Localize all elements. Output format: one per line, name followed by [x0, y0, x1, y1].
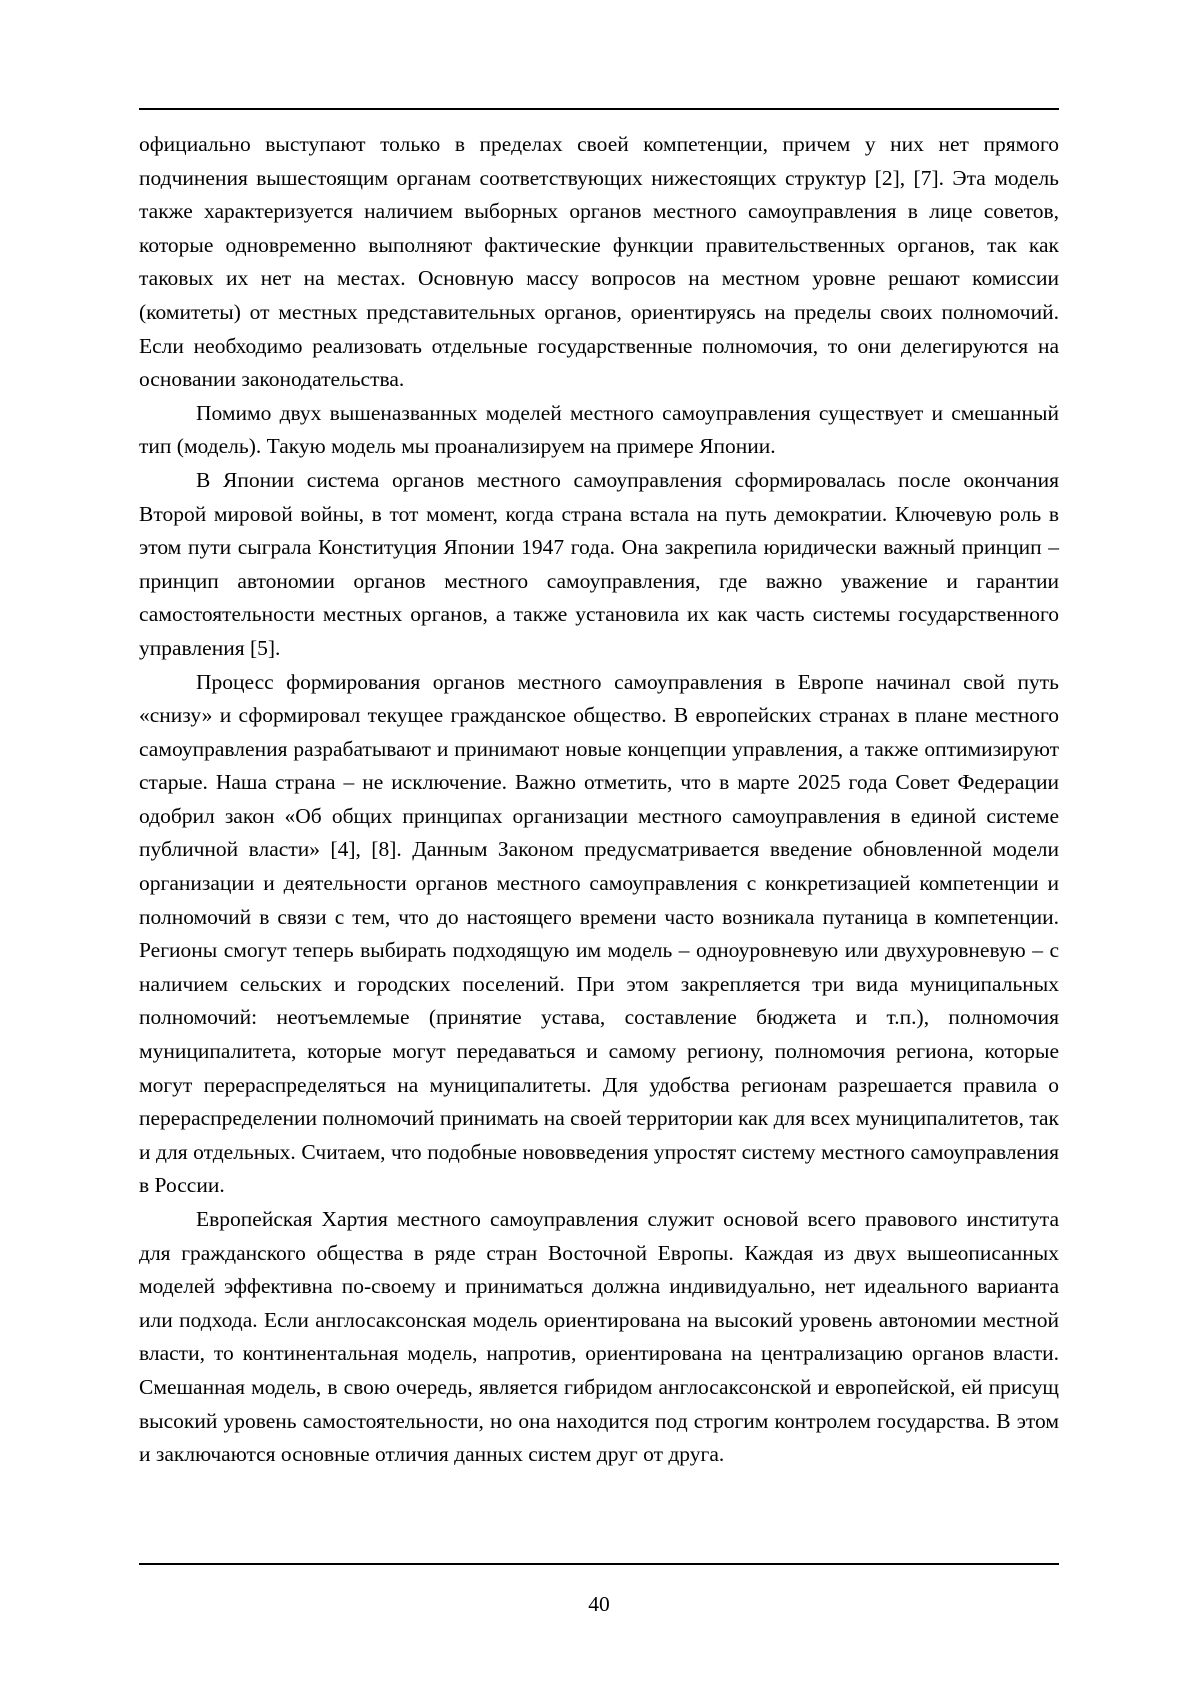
document-body — [139, 128, 1059, 1472]
paragraph-1: официально выступают только в пределах своей компетенции, причем у них нет прямого подчинения вышестоящим органам соответствующих нижестоящих структур [2], [7]. Эта модель также характеризуется наличием выборных органов местного самоуправления в лице советов, которые одновременно выполняют фактические функции правительственных органов, так как таковых их нет на местах. Основную массу вопросов на местном уровне решают комиссии (комитеты) от местных представительных органов, ориентируясь на пределы своих полномочий. Если необходимо реализовать отдельные государственные полномочия, то они делегируются на основании законодательства. — [139, 132, 1059, 392]
header-rule — [139, 108, 1059, 110]
paragraph-2: Помимо двух вышеназванных моделей местного самоуправления существует и смешанный тип (модель). Такую модель мы проанализируем на примере Японии. — [139, 400, 1059, 459]
footer-rule — [139, 1563, 1059, 1565]
paragraph-5: Европейская Хартия местного самоуправления служит основой всего правового института для гражданского общества в ряде стран Восточной Европы. Каждая из двух вышеописанных моделей эффективна по-своему и приниматься должна индивидуально, нет идеального варианта или подхода. Если англосаксонская модель ориентирована на высокий уровень автономии местной власти, то континентальная модель, напротив, ориентирована на централизацию органов власти. Смешанная модель, в свою очередь, является гибридом англосаксонской и европейской, ей присущ высокий уровень самостоятельности, но она находится под строгим контролем государства. В этом и заключаются основные отличия данных систем друг от друга. — [139, 1207, 1059, 1467]
paragraph-3: В Японии система органов местного самоуправления сформировалась после окончания Второй мировой войны, в тот момент, когда страна встала на путь демократии. Ключевую роль в этом пути сыграла Конституция Японии 1947 года. Она закрепила юридически важный принцип – принцип автономии органов местного самоуправления, где важно уважение и гарантии самостоятельности местных органов, а также установила их как часть системы государственного управления [5]. — [139, 467, 1059, 660]
page-number: 40 — [588, 1592, 610, 1616]
paragraph-4: Процесс формирования органов местного самоуправления в Европе начинал свой путь «снизу» и сформировал текущее гражданское общество. В европейских странах в плане местного самоуправления разрабатывают и принимают новые концепции управления, а также оптимизируют старые. Наша страна – не исключение. Важно отметить, что в марте 2025 года Совет Федерации одобрил закон «Об общих принципах организации местного самоуправления в единой системе публичной власти» [4], [8]. Данным Законом предусматривается введение обновленной модели организации и деятельности органов местного самоуправления с конкретизацией компетенции и полномочий в связи с тем, что до настоящего времени часто возникала путаница в компетенции. Регионы смогут теперь выбирать подходящую им модель – одноуровневую или двухуровневую – с наличием сельских и городских поселений. При этом закрепляется три вида муниципальных полномочий: неотъемлемые (принятие устава, составление бюджета и т.п.), полномочия муниципалитета, которые могут передаваться и самому региону, полномочия региона, которые могут перераспределяться на муниципалитеты. Для удобства регионам разрешается правила о перераспределении полномочий принимать на своей территории как для всех муниципалитетов, так и для отдельных. Считаем, что подобные нововведения упростят систему местного самоуправления в России. — [139, 669, 1059, 1198]
